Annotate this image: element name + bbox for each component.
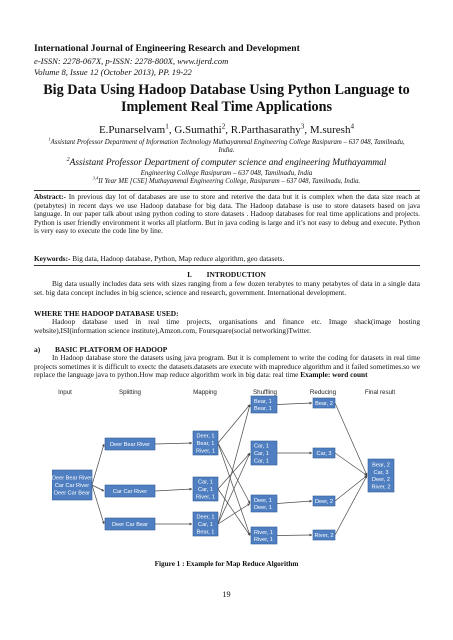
flow-arrow xyxy=(218,489,250,536)
journal-issn: e-ISSN: 2278-067X, p-ISSN: 2278-800X, www.ijerd.com xyxy=(34,56,229,66)
input-box-line: Deer Bear River xyxy=(52,475,93,482)
shuffle-box-line: River, 1 xyxy=(254,529,273,536)
journal-name: International Journal of Engineering Research and Development xyxy=(34,43,300,54)
final-box-line: Bear, 2 xyxy=(372,462,390,469)
author: R.Parthasarathy$^3$, xyxy=(230,122,310,136)
affiliation-2: $^2$Assistant Professor Department of computer science and engineering Muthayammal xyxy=(66,156,387,168)
flow-arrow xyxy=(155,489,192,491)
flow-arrow xyxy=(335,476,367,502)
platform-paragraph: In Hadoop database store the datasets using java program. But it is complement to write the coding for datasets in real time projects sometimes it is difficult to exectc the datasets.datasets are execute with mapreduce algorithm and it failed sometimes.so we replace the language java to python.How map reduce algorithm work in big data: real time Example: word count xyxy=(34,353,420,380)
subsection-heading: BASIC PLATFORM OF HADOOP xyxy=(55,345,168,354)
author-list xyxy=(0,124,453,136)
flow-arrow xyxy=(277,403,312,405)
flow-arrow xyxy=(92,444,104,485)
map-box xyxy=(193,512,218,536)
reduce-box-line: Car, 3 xyxy=(316,451,332,457)
map-box-line: Bear, 1 xyxy=(196,441,215,447)
final-box xyxy=(368,459,394,492)
shuffle-box-line: Deer, 1 xyxy=(254,505,273,512)
introduction-paragraph: Big data usually includes data sets with sizes ranging from a few dozen terabytes to many petabytes of data in a single data set. big data concept includes in big science, science and research, government. International development. xyxy=(34,279,420,297)
shuffle-box-line: Deer, 1 xyxy=(254,497,273,504)
figure-caption: Figure 1 : Example for Map Reduce Algorithm xyxy=(154,560,299,568)
flow-arrow xyxy=(92,485,104,524)
subsection-number: a) xyxy=(34,345,41,354)
flow-arrow xyxy=(277,501,312,504)
column-heading: Input xyxy=(58,389,72,396)
flow-arrow xyxy=(155,443,192,444)
author: G.Sumathi$^2$, xyxy=(174,122,231,136)
flow-arrow xyxy=(218,453,250,489)
split-box-line: Deer Bear River xyxy=(109,442,151,448)
reduce-box-line: Bear, 2 xyxy=(315,401,333,407)
affiliation-3: $^{3,4}$II Year ME [CSE] Muthayammal Engineering College, Rasipuram – 637 048, Tamilnadu, India. xyxy=(92,175,361,185)
reduce-box-line: Deer, 2 xyxy=(314,499,334,505)
split-box xyxy=(105,438,155,450)
shuffle-box-line: Car, 1 xyxy=(254,451,269,457)
shuffle-box-line: River, 1 xyxy=(254,537,273,544)
author: M.suresh$^4$ xyxy=(309,122,355,136)
input-box-line: Car Car River xyxy=(54,483,90,489)
shuffle-box xyxy=(251,527,277,544)
mapreduce-figure xyxy=(52,386,402,558)
flow-arrow xyxy=(218,443,250,504)
split-box-line: Car Car River xyxy=(112,489,148,495)
abstract: Abstract:- In previous day lot of databases are use to store and reterive the data but it is complex when the data size reach at (petabytes) in recent days we use Hadoop database for big data. The Hadoop database is use to store datasets based on java language. In our paper talk about using python coding to store datasets . Hadoop databases for real time applications and projects. Python is user friendly environment it works all platform. But in java coding is large and it’s not easy to debug and execute. Python is very easy to execute the code line by line. xyxy=(34,192,420,236)
map-box-line: Car, 1 xyxy=(198,487,213,493)
shuffle-box-line: Bear, 1 xyxy=(254,406,272,413)
reduce-box-line: River, 2 xyxy=(314,533,334,539)
section-heading-introduction: I. INTRODUCTION xyxy=(187,270,266,279)
map-box-line: Deer, 1 xyxy=(196,514,215,521)
reduce-box xyxy=(313,398,335,408)
shuffle-box xyxy=(251,495,277,512)
flow-arrow xyxy=(277,535,312,536)
map-box-line: Deer, 1 xyxy=(196,433,215,440)
column-heading: Reducing xyxy=(309,389,337,396)
journal-volume: Volume 8, Issue 12 (October 2013), PP. 19-22 xyxy=(34,67,192,77)
paper-title: Big Data Using Hadoop Database Using Python Language to Implement Real Time Applications xyxy=(43,82,410,115)
shuffle-box-line: Car, 1 xyxy=(254,443,269,450)
affiliation-1: $^1$Assistant Professor Department of Information Technology Muthayammal Engineering College Rasipuram – 637 048, Tamilnadu, India. xyxy=(48,136,405,155)
reduce-box xyxy=(313,530,335,540)
affiliation-2-line2: Engineering College Rasipuram – 637 048, Tamilnadu, India xyxy=(140,169,313,177)
reduce-box xyxy=(313,448,335,458)
column-heading: Mapping xyxy=(193,389,217,396)
input-box xyxy=(52,470,92,500)
map-box-line: Bear, 1 xyxy=(196,529,215,536)
final-box-line: Deer, 2 xyxy=(371,477,391,484)
map-box-line: Car, 1 xyxy=(198,522,213,528)
reduce-box xyxy=(313,496,335,506)
keywords-rule xyxy=(34,265,420,266)
abstract-top-rule xyxy=(34,190,420,191)
flow-arrow xyxy=(335,476,367,536)
section-heading-where: WHERE THE HADOOP DATABASE USED: xyxy=(34,309,179,318)
split-box-line: Deer Car Bear xyxy=(111,522,149,528)
map-box-line: River, 1 xyxy=(196,448,215,455)
shuffle-box-line: Car, 1 xyxy=(254,458,269,465)
final-box-line: Car, 3 xyxy=(373,469,389,476)
column-heading: Splitting xyxy=(118,389,142,396)
column-heading: Final result xyxy=(364,389,396,396)
shuffle-box-line: Bear, 1 xyxy=(254,398,272,405)
map-box-line: Car, 1 xyxy=(198,479,213,486)
column-heading: Shuffling xyxy=(253,389,277,396)
map-box xyxy=(193,477,218,501)
author: E.Punarselvam$^1$, xyxy=(98,122,175,136)
where-paragraph: Hadoop database used in real time projects, organisations and finance etc. Image shack(image hosting website),ISI(information science institute),Amzon.com, Foursquare(social networking)Twitter. xyxy=(34,317,420,335)
page-number: 19 xyxy=(222,590,231,599)
map-box-line: River, 1 xyxy=(196,494,215,501)
shuffle-box xyxy=(251,396,277,413)
map-box xyxy=(193,431,218,455)
shuffle-box xyxy=(251,441,277,465)
split-box xyxy=(105,485,155,497)
input-box-line: Deer Car Bear xyxy=(53,490,91,497)
split-box xyxy=(105,518,155,530)
keywords: Keywords:- Big data, Hadoop database, Python, Map reduce algorithm, geo datasets. xyxy=(34,254,285,263)
final-box-line: River, 2 xyxy=(371,484,391,491)
